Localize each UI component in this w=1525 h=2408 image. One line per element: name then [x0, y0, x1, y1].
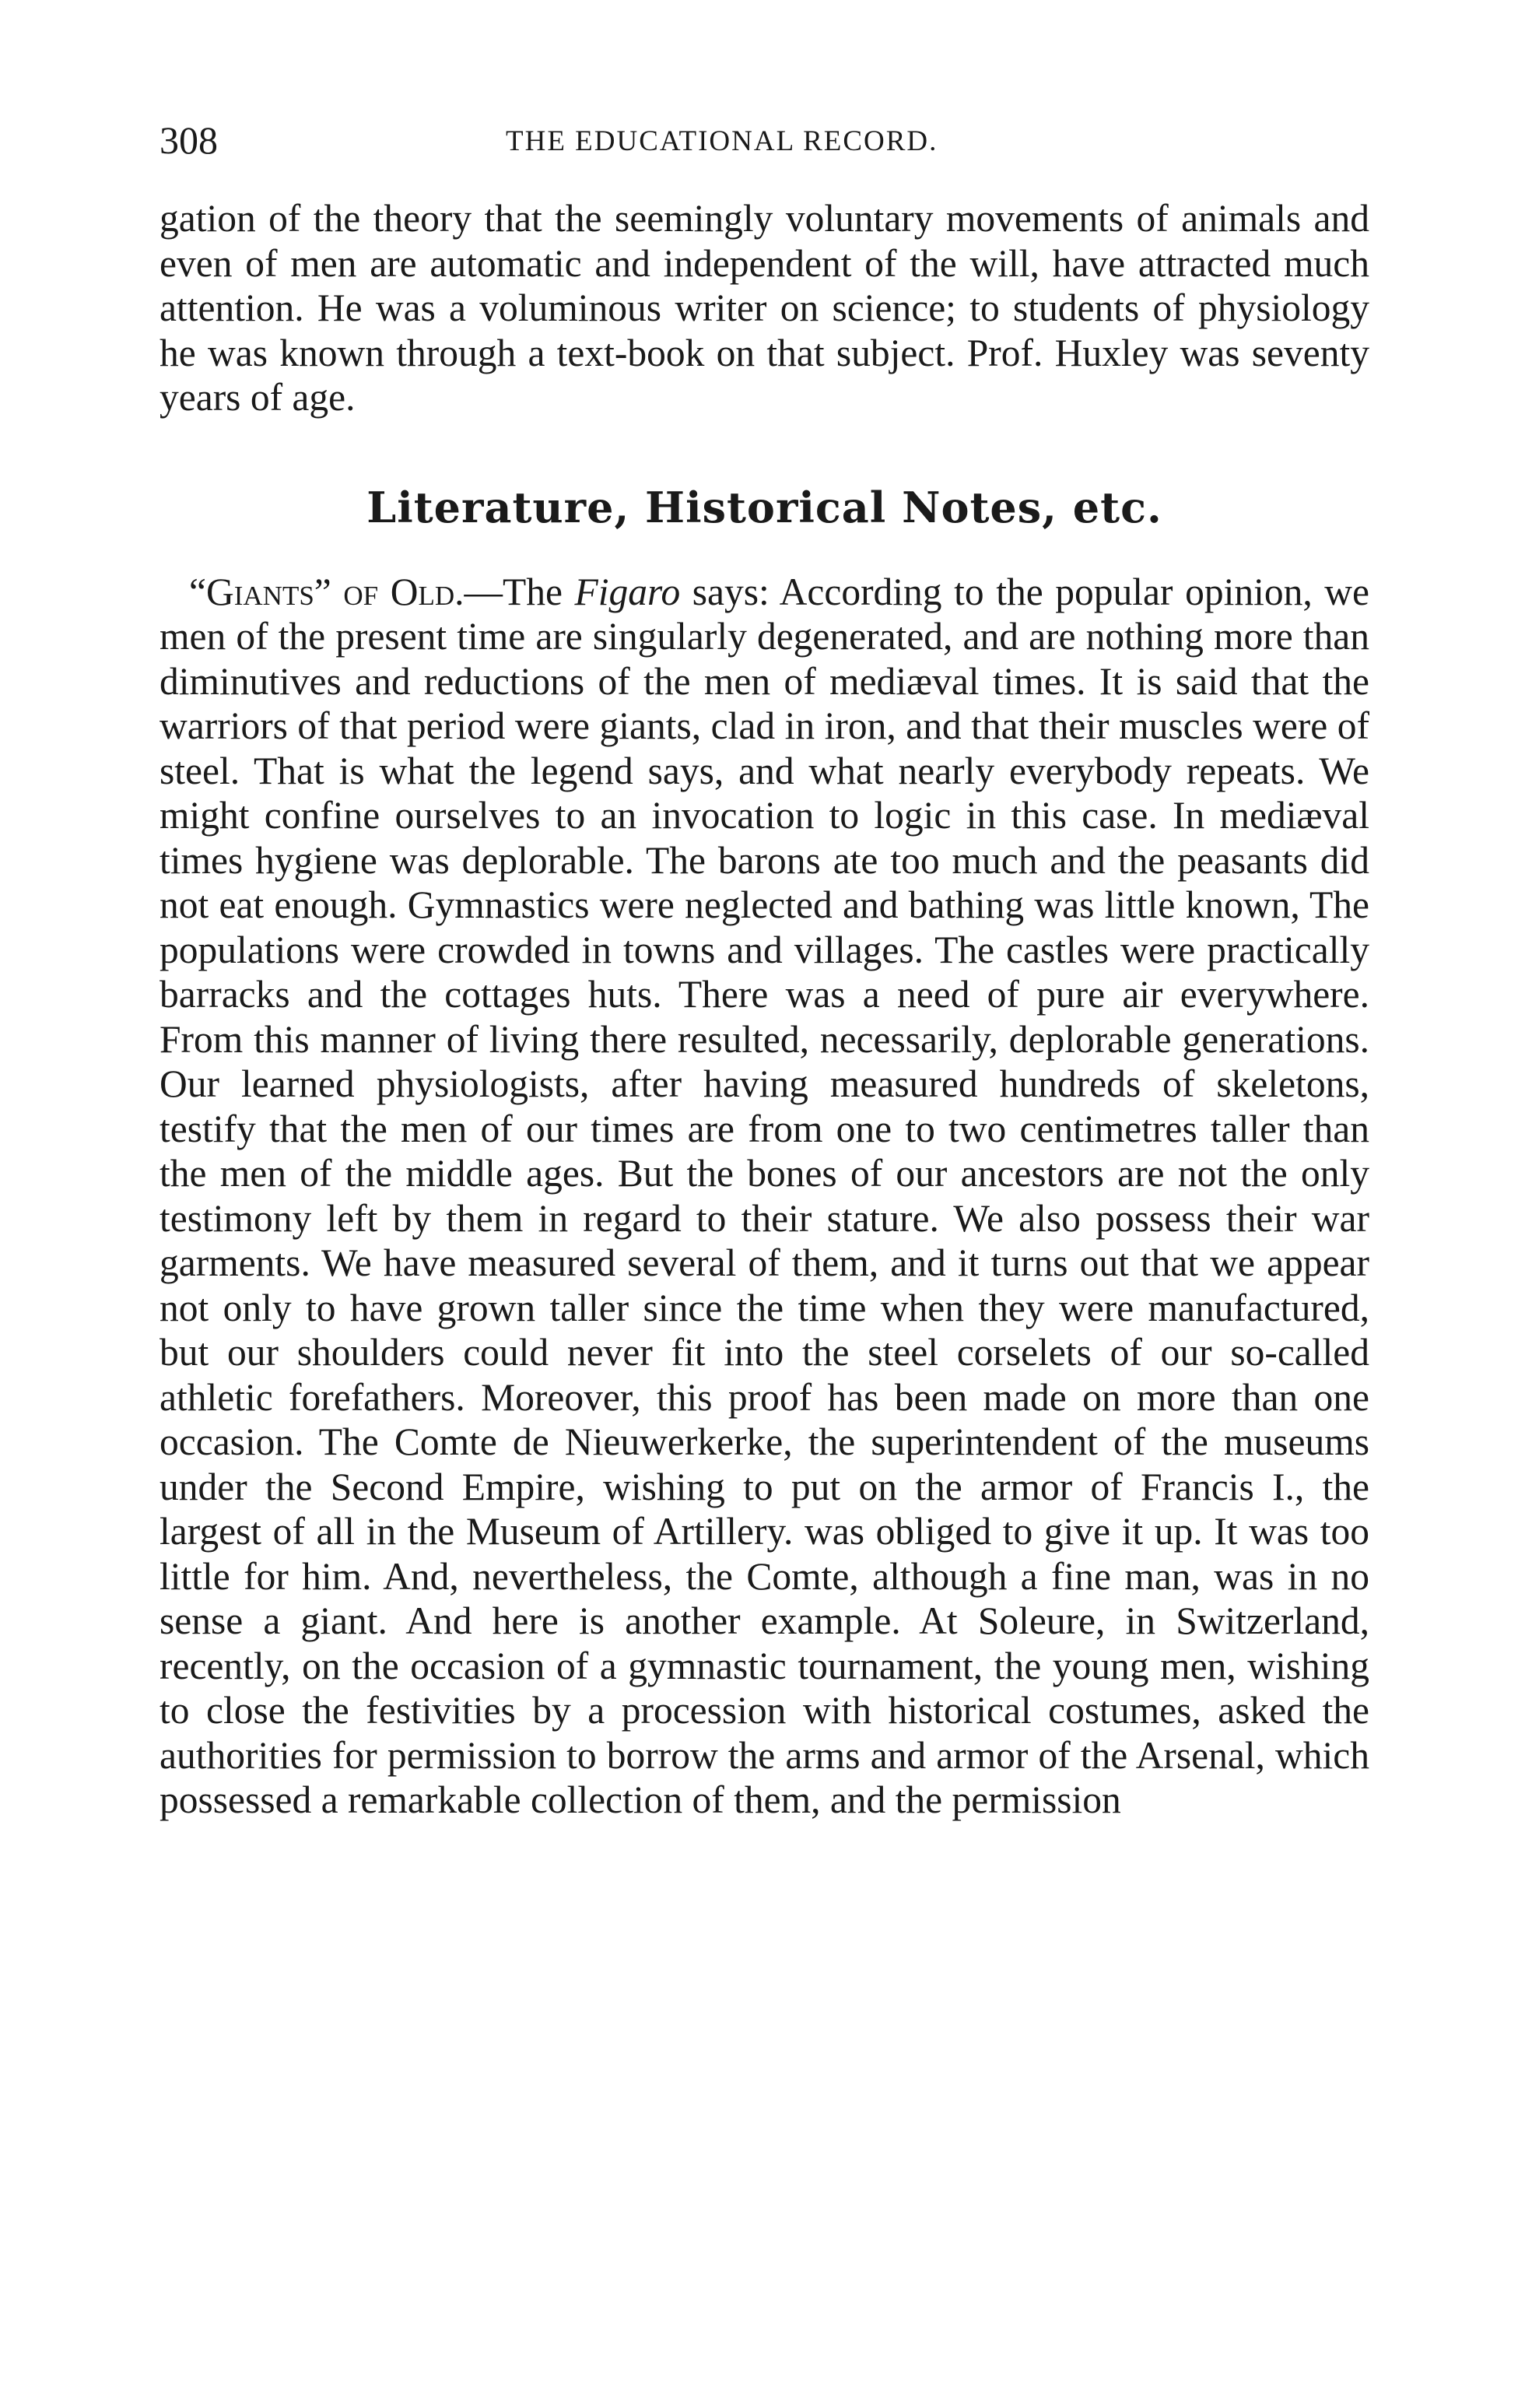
document-page: [160, 117, 1369, 1823]
article-title-dash: —The: [464, 570, 575, 613]
page-number: 308: [160, 118, 218, 162]
article-title-old: Old.: [390, 570, 465, 613]
section-heading: Literature, Historical Notes, etc.: [366, 482, 1162, 532]
article-source: Figaro: [574, 570, 681, 613]
article-title-space: [378, 570, 391, 613]
article-paragraph: [160, 570, 1369, 1823]
continued-paragraph: gation of the theory that the seemingly voluntary movements of animals and even of men are automatic and independent of the will, have attracted much attention. He was a voluminous writer on science; to students of physiology he was known through a text-book on that subject. Prof. Huxley was seventy years of age.: [160, 197, 1369, 419]
running-header: [160, 117, 1369, 163]
article-body: says: According to the popular opinion, we men of the present time are singularly degenerated, and are nothing more than diminutives and reductions of the men of mediæval times. It is said that the warriors of that period were giants, clad in iron, and that their muscles were of steel. That is what the legend says, and what nearly everybody repeats. We might confine ourselves to an invocation to logic in this case. In mediæval times hygiene was deplorable. The barons ate too much and the peasants did not eat enough. Gymnastics were neglected and bathing was little known, The populations were crowded in towns and villages. The castles were practically barracks and the cottages huts. There was a need of pure air everywhere. From this manner of living there resulted, necessarily, deplorable generations. Our learned physiologists, after having measured hundreds of skeletons, testify that the men of our times are from one to two centimetres taller than the men of the middle ages. But the bones of our ancestors are not the only testimony left by them in regard to their stature. We also possess their war garments. We have measured several of them, and it turns out that we appear not only to have grown taller since the time when they were manufactured, but our shoulders could never fit into the steel corselets of our so-called athletic forefathers. Moreover, this proof has been made on more than one occasion. The Comte de Nieuwerkerke, the superintendent of the museums under the Second Empire, wishing to put on the armor of Francis I., the largest of all in the Museum of Artillery. was obliged to give it up. It was too little for him. And, nevertheless, the Comte, although a fine man, was in no sense a giant. And here is another example. At Soleure, in Switzerland, recently, on the occasion of a gymnastic tournament, the young men, wishing to close the festivities by a procession with historical costumes, asked the authorities for permission to borrow the arms and armor of the Arsenal, which possessed a remarkable collection of them, and the permission: [160, 570, 1369, 1821]
journal-title: THE EDUCATIONAL RECORD.: [506, 125, 938, 157]
article-title-open-quote: “: [189, 570, 206, 613]
article-title-giants: Giants: [205, 570, 314, 613]
article-title-close-quote: ”: [314, 570, 344, 613]
article-title-of: of: [343, 570, 379, 613]
